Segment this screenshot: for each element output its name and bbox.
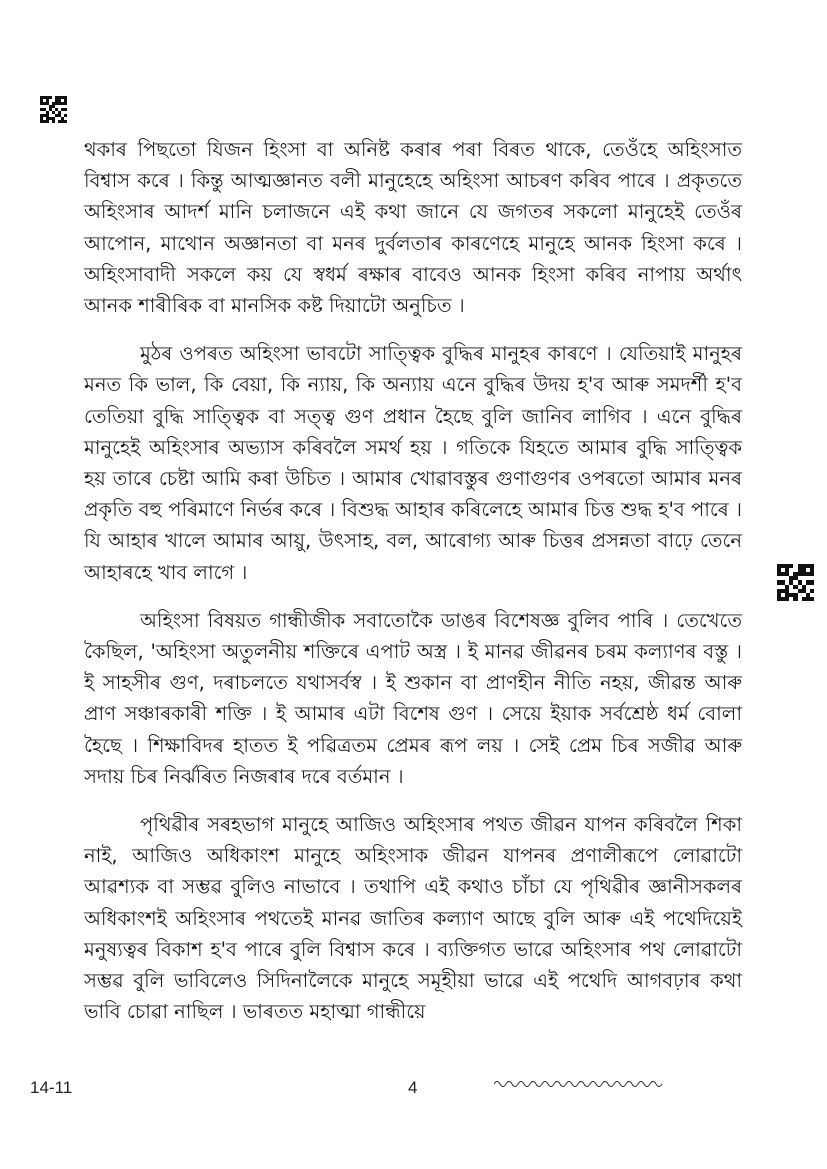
paragraph-4: পৃথিৱীৰ সৰহভাগ মানুহে আজিও অহিংসাৰ পথত জীৱন যাপন কৰিবলৈ শিকা নাই, আজিও অধিকাংশ মানুহে অহিংসাক জীৱন যাপনৰ প্ৰণালীৰূপে লোৱাটো আৱশ্যক বা সম্ভৱ বুলিও নাভাবে । তথাপি এই কথাও চাঁচা যে পৃথিৱীৰ জ্ঞানীসকলৰ অধিকাংশই অহিংসাৰ পথতেই মানৱ জাতিৰ কল্যাণ আছে বুলি আৰু এই পথেদিয়েই মনুষ্যত্বৰ বিকাশ হ'ব পাৰে বুলি বিশ্বাস কৰে । ব্যক্তিগত ভাৱে অহিংসাৰ পথ লোৱাটো সম্ভৱ বুলি ভাবিলেও সিদিনালৈকে মানুহে সমূহীয়া ভাৱে এই পথেদি আগবঢ়াৰ কথা ভাবি চোৱা নাছিল । ভাৰতত মহাত্মা গান্ধীয়ে: [84, 813, 742, 1024]
page-body: [84, 134, 742, 1027]
paragraph-1: থকাৰ পিছতো যিজন হিংসা বা অনিষ্ট কৰাৰ পৰা বিৰত থাকে, তেওঁহে অহিংসাত বিশ্বাস কৰে । কিন্তু আত্মজ্ঞানত বলী মানুহেহে অহিংসা আচৰণ কৰিব পাৰে । প্ৰকৃততে অহিংসাৰ আদৰ্শ মানি চলাজনে এই কথা জানে যে জগতৰ সকলো মানুহেই তেওঁৰ আপোন, মাথোন অজ্ঞানতা বা মনৰ দুৰ্বলতাৰ কাৰণেহে মানুহে আনক হিংসা কৰে । অহিংসাবাদী সকলে কয় যে স্বধৰ্ম ৰক্ষাৰ বাবেও আনক হিংসা কৰিব নাপায় অৰ্থাৎ আনক শাৰীৰিক বা মানসিক কষ্ট দিয়াটো অনুচিত ।: [84, 138, 742, 318]
paragraph-3: অহিংসা বিষয়ত গান্ধীজীক সবাতোকৈ ডাঙৰ বিশেষজ্ঞ বুলিব পাৰি । তেখেতে কৈছিল, 'অহিংসা অতুলনীয় শক্তিৰে এপাট অস্ত্ৰ । ই মানৱ জীৱনৰ চৰম কল্যাণৰ বস্তু । ই সাহসীৰ গুণ, দৰাচলতে যথাসৰ্বস্ব । ই শুকান বা প্ৰাণহীন নীতি নহয়, জীৱন্ত আৰু প্ৰাণ সঞ্চাৰকাৰী শক্তি । ই আমাৰ এটা বিশেষ গুণ । সেয়ে ইয়াক সৰ্বশ্ৰেষ্ঠ ধৰ্ম বোলা হৈছে । শিক্ষাবিদৰ হাতত ই পৱিত্ৰতম প্ৰেমৰ ৰূপ লয় । সেই প্ৰেম চিৰ সজীৱ আৰু সদায় চিৰ নিৰ্ঝৰিত নিজৰাৰ দৰে বৰ্তমান ।: [84, 608, 742, 788]
qr-code-icon: [40, 96, 67, 123]
paragraph-2: মুঠৰ ওপৰত অহিংসা ভাবটো সাত্ত্বিক বুদ্ধিৰ মানুহৰ কাৰণে । যেতিয়াই মানুহৰ মনত কি ভাল, কি বেয়া, কি ন্যায়, কি অন্যায় এনে বুদ্ধিৰ উদয় হ'ব আৰু সমদৰ্শী হ'ব তেতিয়া বুদ্ধি সাত্ত্বিক বা সত্ত্ব গুণ প্ৰধান হৈছে বুলি জানিব লাগিব । এনে বুদ্ধিৰ মানুহেই অহিংসাৰ অভ্যাস কৰিবলৈ সমৰ্থ হয় । গতিকে যিহতে আমাৰ বুদ্ধি সাত্ত্বিক হয় তাৰে চেষ্টা আমি কৰা উচিত । আমাৰ খোৱাবস্তুৰ গুণাগুণৰ ওপৰতো আমাৰ মনৰ প্ৰকৃতি বহু পৰিমাণে নিৰ্ভৰ কৰে । বিশুদ্ধ আহাৰ কৰিলেহে আমাৰ চিত্ত শুদ্ধ হ'ব পাৰে । যি আহাৰ খালে আমাৰ আয়ু, উৎসাহ, বল, আৰোগ্য আৰু চিত্তৰ প্ৰসন্নতা বাঢ়ে তেনে আহাৰহে খাব লাগে ।: [84, 342, 742, 584]
qr-code-side-icon: [777, 564, 814, 601]
paper-code: 14-11: [30, 1078, 73, 1097]
page-number: 4: [408, 1078, 418, 1097]
wavy-line-icon: [494, 1077, 664, 1091]
